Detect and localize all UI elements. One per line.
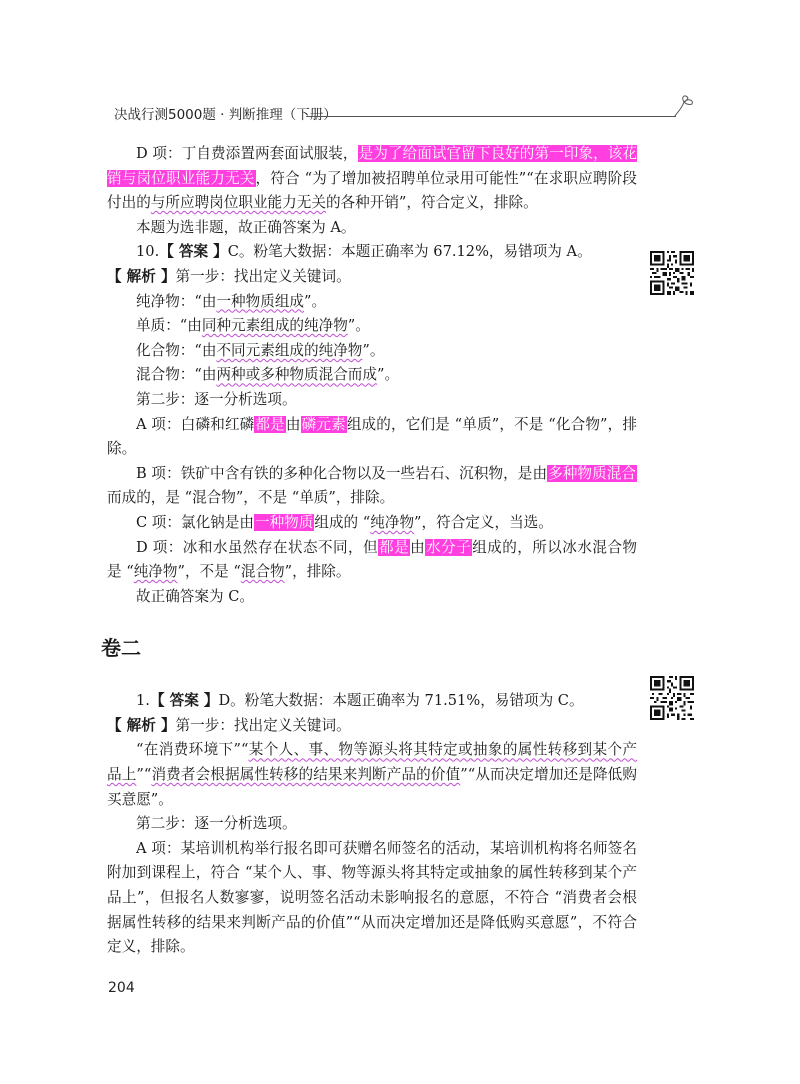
answer-label: 【 答案 】 (149, 692, 219, 710)
q10-conclusion: 故正确答案为 C。 (136, 587, 254, 605)
answer-text: C。粉笔大数据：本题正确率为 67.12%，易错项为 A。 (227, 243, 592, 261)
q1-keywords: “在消费环境下”“某个人、事、物等源头将其特定或抽象的属性转移到某个产品上”“消费者会根据属性转移的结果来判断产品的价值”“从而决定增加还是降低购买意愿”。 (107, 741, 637, 808)
text-run: D 项：丁自费添置两套面试服装， (136, 145, 358, 162)
wavy-underline: 纯净物 (133, 563, 178, 581)
def-huahewu: 化合物：“由不同元素组成的纯净物”。 (136, 341, 385, 359)
step-text: 第一步：找出定义关键词。 (175, 716, 351, 734)
q10-analysis (107, 265, 637, 290)
analysis-label: 【 解析 】 (107, 267, 176, 285)
header-rule (306, 116, 676, 117)
answer-text: D。粉笔大数据：本题正确率为 71.51%，易错项为 C。 (218, 692, 584, 710)
page-number: 204 (108, 980, 135, 996)
highlight: 多种物质混合 (548, 464, 636, 482)
text-run: 的各种开销”，符合定义，排除。 (325, 194, 538, 212)
wavy-underline: 一种物质组成 (216, 292, 305, 310)
q1-analysis (107, 714, 637, 739)
qr-code-icon[interactable] (650, 251, 694, 295)
q10-answer (107, 240, 637, 265)
wavy-underline: 消费者会根据属性转移的结果来判断产品的价值 (151, 766, 461, 784)
step-text: 第一步：找出定义关键词。 (175, 267, 351, 285)
wavy-underline: 混合物 (240, 563, 285, 581)
highlight: 一种物质 (254, 513, 314, 531)
q10-option-a: A 项：白磷和红磷都是由磷元素组成的，它们是 “单质”，不是 “化合物”，排除。 (107, 415, 637, 458)
def-danzhi: 单质：“由同种元素组成的纯净物”。 (136, 317, 370, 335)
def-hunhewu: 混合物：“由两种或多种物质混合而成”。 (136, 366, 400, 384)
wavy-underline: 与所应聘岗位职业能力无关 (150, 194, 326, 212)
section-title: 卷二 (101, 636, 141, 661)
question-number: 1. (136, 692, 150, 710)
q1-option-a: A 项：某培训机构举行报名即可获赠名师签名的活动，某培训机构将名师签名附加到课程上，符合 “某个人、事、物等源头将其特定或抽象的属性转移到某个产品上”，但报名人数寥寥，说明签名活动未影响报名的意愿，不符合 “消费者会根据属性转移的结果来判断产品的价值”“从而决定增加还是降低购买意愿”，不符合定义，排除。 (107, 839, 637, 956)
highlight: 都是 (255, 415, 285, 433)
main-content (101, 142, 637, 960)
qr-code-icon[interactable] (650, 676, 694, 720)
q1-answer (107, 689, 637, 714)
q1-step2: 第二步：逐一分析选项。 (136, 815, 297, 833)
leaf-icon (670, 92, 700, 122)
highlight: 是为了给面试官留下良好的第一印象，该花销与岗位职业能力无关 (107, 145, 637, 187)
wavy-underline: 某个人、事、物等源头将其特定或抽象的属性转移到某个产品上 (107, 741, 637, 784)
nonselect-paragraph: 本题为选非题，故正确答案为 A。 (136, 218, 356, 236)
q10-option-c: C 项：氯化钠是由一种物质组成的 “纯净物”，符合定义，当选。 (136, 513, 553, 531)
def-chunjingwu: 纯净物：“由一种物质组成”。 (136, 292, 327, 310)
d-item-paragraph (107, 142, 637, 216)
q10-option-b: B 项：铁矿中含有铁的多种化合物以及一些岩石、沉积物，是由多种物质混合而成的，是 “混合物”，不是 “单质”，排除。 (107, 464, 636, 507)
wavy-underline: 不同元素组成的纯净物 (216, 341, 363, 359)
text-run: ，符合 “为了增加被招聘单位录用可能性”“在求职应聘阶段付出的 (107, 169, 637, 212)
analysis-label: 【 解析 】 (107, 716, 176, 734)
highlight: 磷元素 (301, 415, 346, 433)
q10-step2: 第二步：逐一分析选项。 (136, 390, 297, 408)
highlight: 水分子 (426, 538, 472, 556)
q10-option-d: D 项：冰和水虽然存在状态不同，但都是由水分子组成的，所以冰水混合物是 “纯净物”，不是 “混合物”，排除。 (107, 538, 637, 581)
running-header: 决战行测5000题 · 判断推理（下册） (114, 107, 337, 123)
highlight: 都是 (379, 538, 410, 556)
answer-label: 【 答案 】 (159, 243, 228, 261)
wavy-underline: 纯净物 (370, 513, 415, 531)
question-number: 10. (136, 243, 160, 261)
wavy-underline: 两种或多种物质混合而成 (216, 366, 377, 384)
wavy-underline: 同种元素组成的纯净物 (201, 317, 348, 335)
